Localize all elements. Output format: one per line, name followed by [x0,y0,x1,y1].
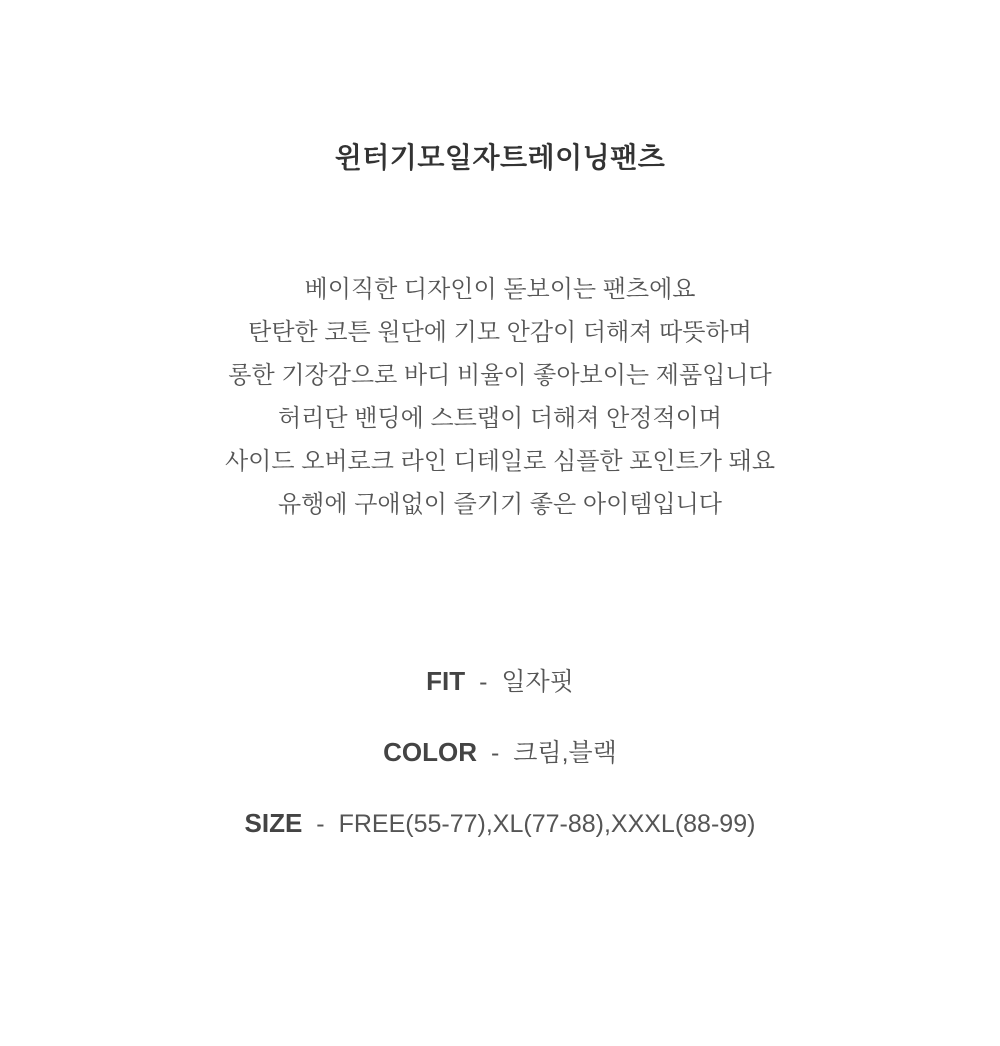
product-description [0,268,1000,526]
spec-label-size: SIZE [244,808,303,838]
description-line: 베이직한 디자인이 돋보이는 팬츠에요 [304,276,696,303]
spec-row-color [0,735,1000,770]
description-line: 롱한 기장감으로 바디 비율이 좋아보이는 제품입니다 [228,362,772,389]
spec-value-color: 크림,블랙 [513,739,617,767]
spec-separator: - [479,668,488,696]
spec-row-fit [0,664,1000,699]
spec-label-color: COLOR [383,737,478,767]
spec-label-fit: FIT [426,666,466,696]
product-spec-list [0,664,1000,841]
product-title: 윈터기모일자트레이닝팬츠 [334,142,666,173]
description-line: 허리단 밴딩에 스트랩이 더해져 안정적이며 [278,405,722,432]
spec-value-fit: 일자핏 [501,668,574,696]
description-line: 탄탄한 코튼 원단에 기모 안감이 더해져 따뜻하며 [248,319,752,346]
spec-separator: - [316,810,325,838]
spec-value-size: FREE(55-77),XL(77-88),XXXL(88-99) [338,810,756,838]
spec-separator: - [491,739,500,767]
description-line: 유행에 구애없이 즐기기 좋은 아이템입니다 [278,491,722,518]
spec-row-size [0,806,1000,841]
description-line: 사이드 오버로크 라인 디테일로 심플한 포인트가 돼요 [224,448,776,475]
